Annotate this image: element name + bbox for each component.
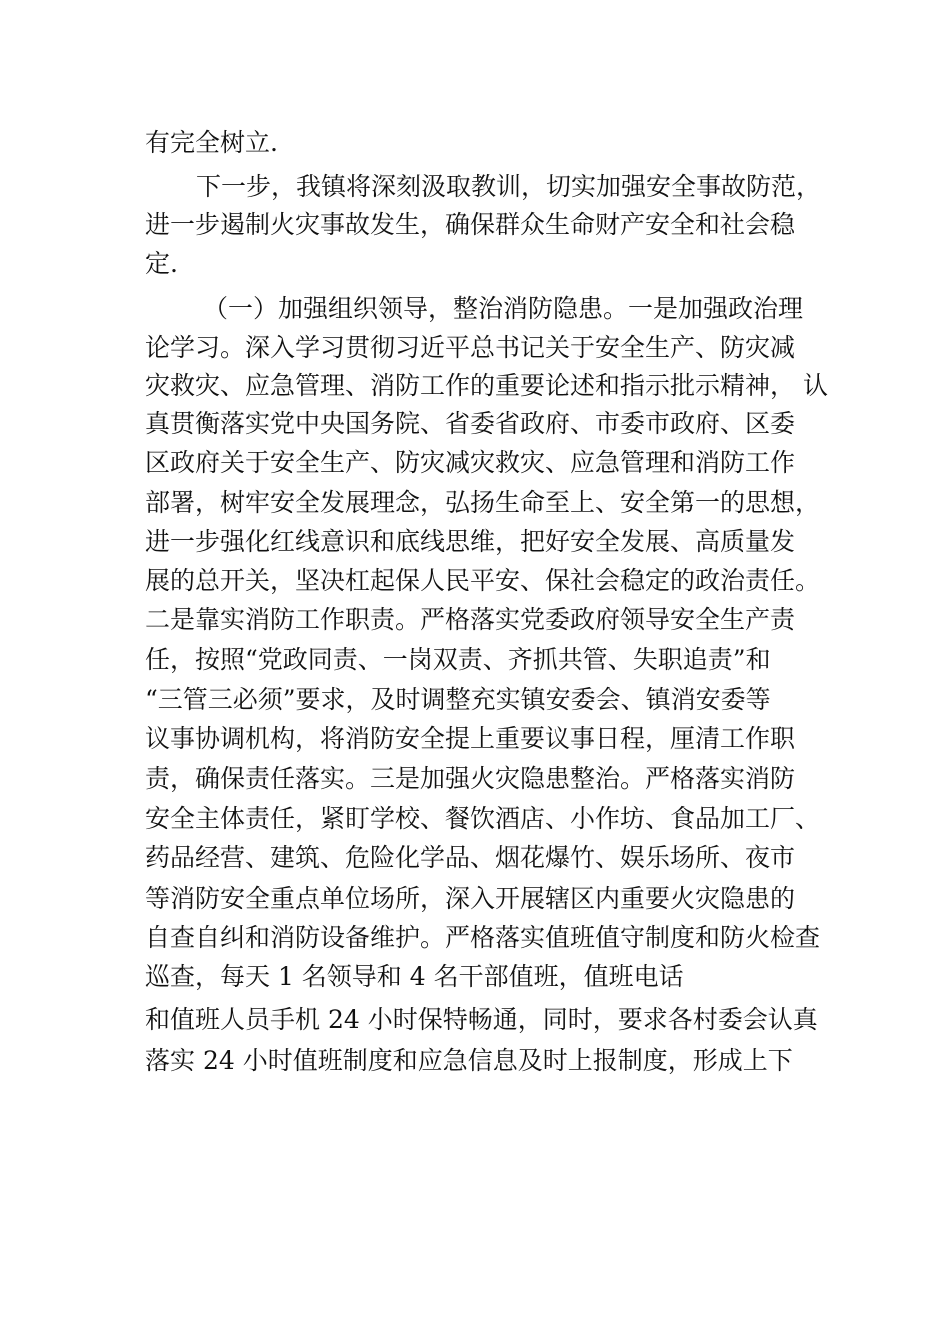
text-line: 论学习。深入学习贯彻习近平总书记关于安全生产、防灾减 — [145, 333, 796, 362]
text-line: 进一步遏制火灾事故发生，确保群众生命财产安全和社会稳 — [145, 210, 796, 239]
text-line: 二是靠实消防工作职责。严格落实党委政府领导安全生产责 — [145, 605, 796, 634]
text-line: 进一步强化红线意识和底线思维，把好安全发展、高质量发 — [145, 527, 796, 556]
text-line: 展的总开关，坚决杠起保人民平安、保社会稳定的政治责任。 — [145, 566, 821, 595]
text-line: 自查自纠和消防设备维护。严格落实值班值守制度和防火检查 — [145, 923, 821, 952]
text-line: 任，按照“党政同责、一岗双责、齐抓共管、失职追责”和 — [145, 645, 771, 674]
text-line: 议事协调机构，将消防安全提上重要议事日程，厘清工作职 — [145, 724, 796, 753]
paragraph-first-line: 下一步，我镇将深刻汲取教训，切实加强安全事故防范， — [196, 172, 822, 201]
text-line: 落实 24 小时值班制度和应急信息及时上报制度，形成上下 — [145, 1046, 793, 1075]
text-line: 等消防安全重点单位场所，深入开展辖区内重要火灾隐患的 — [145, 884, 796, 913]
section-heading-line: （一）加强组织领导，整治消防隐患。一是加强政治理 — [203, 294, 804, 323]
text-line: “三管三必须”要求，及时调整充实镇安委会、镇消安委等 — [145, 685, 771, 714]
text-line: 有完全树立. — [145, 128, 278, 157]
text-line: 和值班人员手机 24 小时保特畅通，同时，要求各村委会认真 — [145, 1005, 818, 1034]
text-line: 药品经营、建筑、危险化学品、烟花爆竹、娱乐场所、夜市 — [145, 843, 796, 872]
text-line: 巡查，每天 1 名领导和 4 名干部值班，值班电话 — [145, 962, 684, 991]
text-line: 灾救灾、应急管理、消防工作的重要论述和指示批示精神， 认 — [145, 371, 828, 400]
text-line: 定. — [145, 249, 178, 278]
text-line: 部署，树牢安全发展理念，弘扬生命至上、安全第一的思想， — [145, 488, 821, 517]
text-line: 安全主体责任，紧盯学校、餐饮酒店、小作坊、食品加工厂、 — [145, 804, 821, 833]
text-line: 责，确保责任落实。三是加强火灾隐患整治。严格落实消防 — [145, 764, 796, 793]
text-line: 真贯衡落实党中央国务院、省委省政府、市委市政府、区委 — [145, 409, 796, 438]
text-line: 区政府关于安全生产、防灾减灾救灾、应急管理和消防工作 — [145, 448, 796, 477]
